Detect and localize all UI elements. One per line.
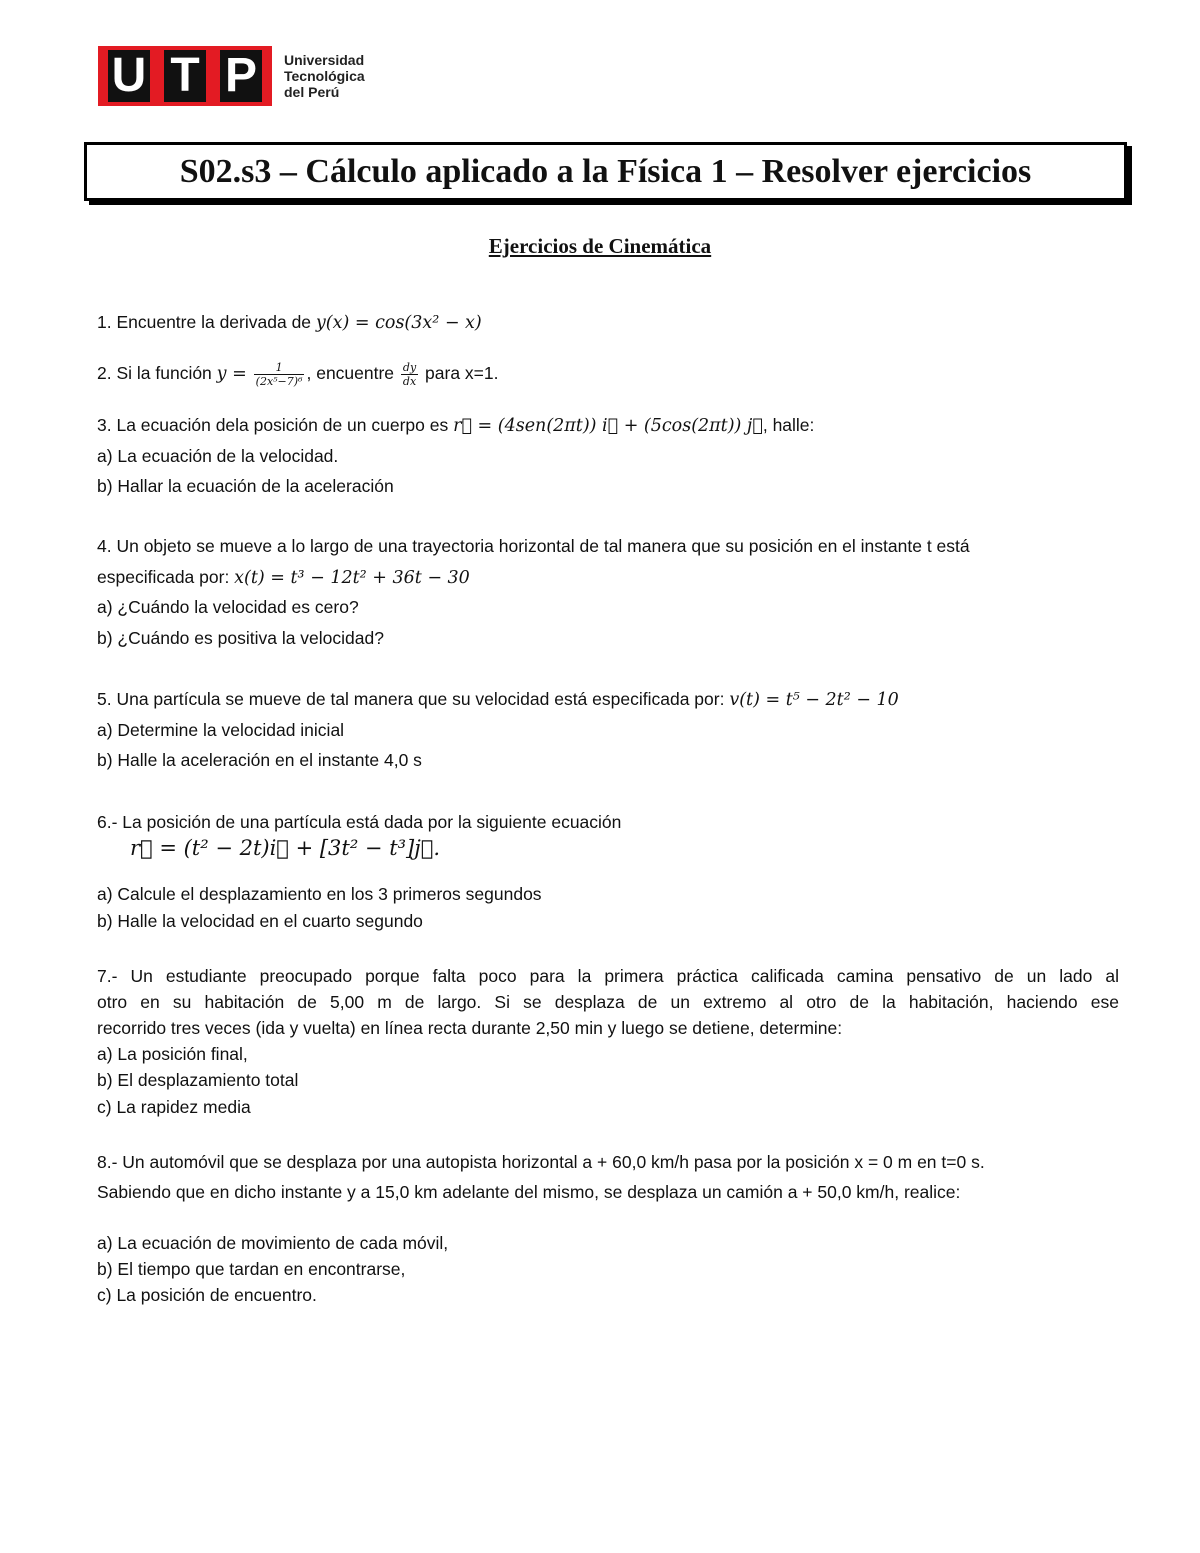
exercise-5: [97, 688, 899, 711]
logo-red-block: [98, 46, 272, 106]
utp-logo: [98, 46, 365, 106]
exercise-7-a: a) La posición final,: [97, 1044, 248, 1064]
exercise-8-b: b) El tiempo que tardan en encontrarse,: [97, 1259, 406, 1279]
exercise-6-a: a) Calcule el desplazamiento en los 3 primeros segundos: [97, 884, 542, 904]
logo-line-2: Tecnológica: [284, 68, 365, 84]
exercise-2-fraction: [254, 361, 305, 388]
exercise-7-line-1: 7.- Un estudiante preocupado porque falta poco para la primera práctica calificada camina pensativo de un lado al: [97, 966, 1119, 986]
section-heading: Ejercicios de Cinemática: [488, 234, 712, 258]
exercise-2-post: para x=1.: [420, 363, 499, 383]
exercise-2-y: y =: [216, 364, 247, 384]
exercise-8-c: c) La posición de encuentro.: [97, 1285, 317, 1305]
exercise-5-equation: v(t) = t⁵ − 2t² − 10: [729, 690, 899, 710]
exercise-8-line-1: 8.- Un automóvil que se desplaza por una autopista horizontal a + 60,0 km/h pasa por la posición x = 0 m en t=0 s.: [97, 1152, 985, 1172]
exercise-4-line-1: 4. Un objeto se mueve a lo largo de una trayectoria horizontal de tal manera que su posición en el instante t está: [97, 536, 970, 556]
exercise-1-text: 1. Encuentre la derivada de: [97, 312, 316, 332]
exercise-1: [97, 311, 482, 334]
exercise-7-b: b) El desplazamiento total: [97, 1070, 299, 1090]
logo-wordmark: [284, 52, 365, 100]
exercise-4-pre: especificada por:: [97, 567, 235, 587]
exercise-4-a: a) ¿Cuándo la velocidad es cero?: [97, 597, 359, 617]
exercise-8-line-2: Sabiendo que en dicho instante y a 15,0 km adelante del mismo, se desplaza un camión a + 50,0 km/h, realice:: [97, 1182, 961, 1202]
exercise-2: [97, 356, 499, 391]
logo-letter-p: P: [220, 50, 262, 102]
logo-letter-u: U: [108, 50, 150, 102]
exercise-4-b: b) ¿Cuándo es positiva la velocidad?: [97, 628, 384, 648]
exercise-3-a: a) La ecuación de la velocidad.: [97, 446, 339, 466]
exercise-1-equation: y(x) = cos(3x² − x): [315, 313, 482, 333]
derivative-numerator: dy: [402, 360, 417, 374]
fraction-numerator: 1: [254, 361, 305, 375]
document-title: S02.s3 – Cálculo aplicado a la Física 1 – Resolver ejercicios: [179, 152, 1032, 190]
exercise-6-b: b) Halle la velocidad en el cuarto segundo: [97, 911, 423, 931]
exercise-6-equation: r⃗ = (t² − 2t)i⃗ + [3t² − t³]j⃗.: [130, 836, 441, 860]
exercise-6-line-1: 6.- La posición de una partícula está dada por la siguiente ecuación: [97, 812, 622, 832]
exercise-4-equation: x(t) = t³ − 12t² + 36t − 30: [234, 568, 470, 588]
logo-letter-t: T: [164, 50, 206, 102]
exercise-2-mid: , encuentre: [306, 363, 399, 383]
fraction-denominator: (2x⁵−7)⁶: [255, 374, 303, 388]
exercise-8-a: a) La ecuación de movimiento de cada móvil,: [97, 1233, 449, 1253]
exercise-7-line-2: otro en su habitación de 5,00 m de largo. Si se desplaza de un extremo al otro de la habitación, haciendo ese: [97, 992, 1119, 1012]
exercise-3: [97, 414, 814, 437]
derivative-denominator: dx: [402, 374, 417, 388]
derivative-fraction: [401, 361, 418, 388]
logo-line-3: del Perú: [284, 84, 340, 100]
exercise-5-a: a) Determine la velocidad inicial: [97, 720, 345, 740]
exercise-2-pre: 2. Si la función: [97, 363, 217, 383]
exercise-3-b: b) Hallar la ecuación de la aceleración: [97, 476, 394, 496]
logo-line-1: Universidad: [284, 52, 365, 68]
exercise-3-pre: 3. La ecuación dela posición de un cuerpo es: [97, 415, 454, 435]
exercise-3-equation: r⃗ = (4sen(2πt)) i⃗ + (5cos(2πt)) j⃗: [453, 416, 763, 436]
exercise-3-post: , halle:: [762, 415, 815, 435]
exercise-5-pre: 5. Una partícula se mueve de tal manera que su velocidad está especificada por:: [97, 689, 730, 709]
exercise-5-b: b) Halle la aceleración en el instante 4,0 s: [97, 750, 422, 770]
exercise-7-c: c) La rapidez media: [97, 1097, 251, 1117]
exercise-4-line-2: [97, 566, 470, 589]
title-frame: [84, 142, 1127, 201]
exercise-7-line-3: recorrido tres veces (ida y vuelta) en línea recta durante 2,50 min y luego se detiene, determine:: [97, 1018, 843, 1038]
